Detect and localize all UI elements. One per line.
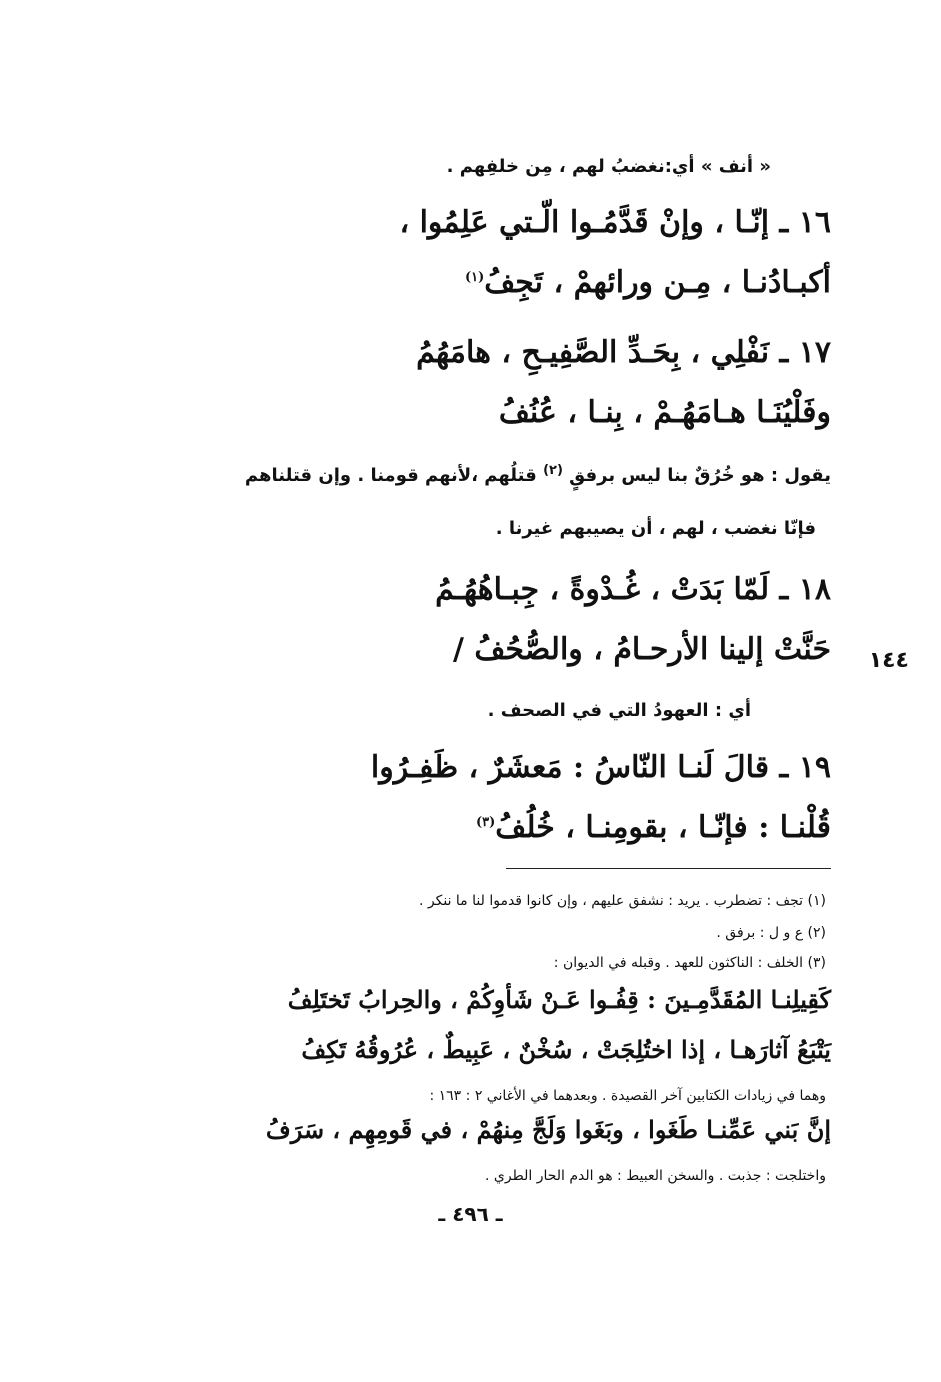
footnote-ref-2: (٢) (543, 463, 563, 478)
verse-17-first-hemistich: ١٧ ـ نَفْلِي ، بِحَـدِّ الصَّفِيـحِ ، هامَهُمُ (416, 335, 831, 370)
commentary-17-line-2: فإنّا نغضب ، لهم ، أن يصيبهم غيرنا . (495, 518, 816, 539)
footnote-verse-3: إنَّ بَني عَمِّنـا طَغَوا ، وبَغَوا وَلَجَّ مِنهُمْ ، في قَومِهِم ، سَرَفُ (265, 1115, 831, 1144)
footnote-verse-1: كَقِيلِنـا المُقَدَّمِـينَ : قِفُـوا عَـنْ شَأوِكُمْ ، والحِرابُ تَختَلِفُ (287, 985, 831, 1014)
margin-page-reference: ١٤٤ (868, 648, 909, 673)
footnote-verse-2: يَتْبَعُ آثارَهـا ، إذا اختُلِجَتْ ، سُخْنٌ ، عَبِيطٌ ، عُرُوقُهُ تَكِفُ (301, 1035, 831, 1064)
commentary-17-pre: يقول : هو خُرُقٌ بنا ليس برفقٍ (562, 465, 831, 486)
footnote-2: (٢) ع و ل : برفق . (716, 925, 826, 941)
intro-gloss: « أنف » أي:نغضبُ لهم ، مِن خلفِهم . (446, 156, 771, 177)
footnote-3-continuation: وهما في زيادات الكتابين آخر القصيدة . وبعدهما في الأغاني ٢ : ١٦٣ : (429, 1088, 826, 1104)
verse-19-second-text: قُلْنـا : فإنّـا ، بقومِنـا ، خُلُفُ (495, 810, 831, 845)
verse-18-first-hemistich: ١٨ ـ لَمّا بَدَتْ ، غُـدْوةً ، جِبـاهُهُـمُ (435, 572, 831, 607)
footnote-ref-3: (٣) (475, 815, 496, 830)
verse-16-second-text: أكبـادُنـا ، مِـن ورائهمْ ، تَجِفُ (484, 265, 831, 300)
verse-19-first-hemistich: ١٩ ـ قالَ لَنـا النّاسُ : مَعشَرٌ ، ظَفِـرُوا (370, 750, 831, 785)
footnote-gloss: واختلجت : جذبت . والسخن العبيط : هو الدم الحار الطري . (485, 1168, 826, 1184)
commentary-18: أي : العهودُ التي في الصحف . (487, 700, 751, 721)
verse-19-second-hemistich (476, 810, 831, 845)
footnote-3: (٣) الخلف : الناكثون للعهد . وقبله في الديوان : (553, 955, 826, 971)
footnote-divider (506, 868, 831, 869)
verse-16-second-hemistich (465, 265, 831, 300)
commentary-17-post: قتلُهم ،لأنهم قومنا . وإن قتلناهم (244, 465, 544, 486)
footnote-1: (١) تجف : تضطرب . يريد : نشفق عليهم ، وإن كانوا قدموا لنا ما ننكر . (418, 893, 826, 909)
page-number: ـ ٤٩٦ ـ (438, 1202, 503, 1226)
verse-17-second-hemistich: وفَلْيُنَـا هـامَهُـمْ ، بِنـا ، عُنُفُ (498, 395, 831, 430)
verse-16-first-hemistich: ١٦ ـ إنّـا ، وإنْ قَدَّمُـوا الّـتي عَلِمُوا ، (399, 205, 831, 240)
commentary-17-line-1 (245, 463, 831, 486)
footnote-ref-1: (١) (464, 270, 485, 285)
verse-18-second-hemistich: حَنَّتْ إلينا الأرحـامُ ، والصُّحُفُ / (452, 632, 831, 667)
